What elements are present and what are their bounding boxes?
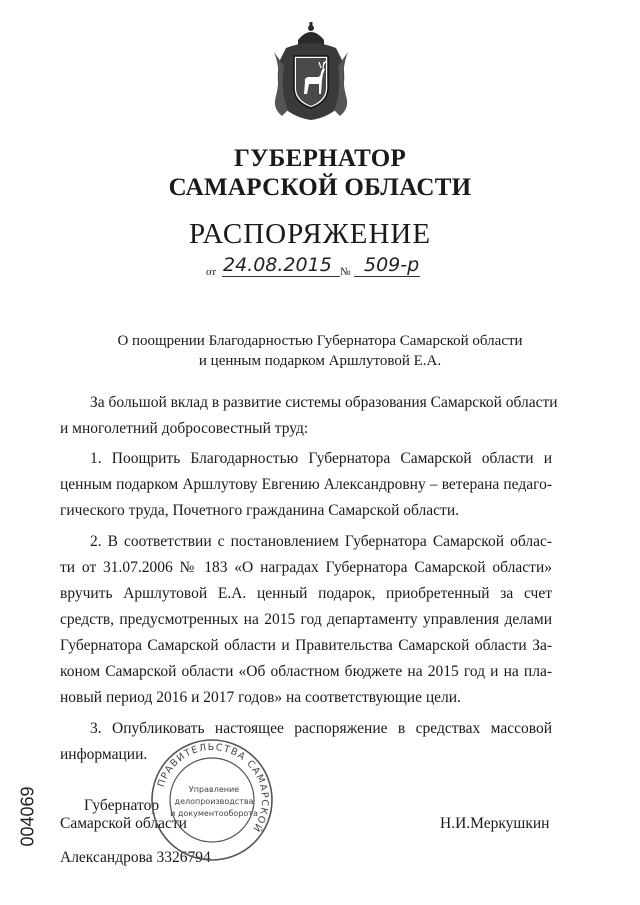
number-label: № (340, 266, 351, 278)
subject-line-2: и ценным подарком Аршлутовой Е.А. (198, 353, 442, 369)
item-2-line-3: вручить Аршлутовой Е.А. ценный подарок, приобретенный за счет (60, 585, 552, 602)
subject-line-1: О поощрении Благодарностью Губернатора Самарской области (117, 333, 523, 349)
handwritten-date: 24.08.2015 (223, 254, 332, 276)
issuer-title-line1: ГУБЕРНАТОР (233, 145, 407, 172)
item-2-line-1: 2. В соответствии с постановлением Губернатора Самарской облас- (90, 533, 552, 550)
item-1-line-1: 1. Поощрить Благодарностью Губернатора Самарской области и (90, 450, 552, 467)
item-2-line-7: новый период 2016 и 2017 годов» на соответствующие цели. (60, 689, 461, 706)
issuer-title-line2: САМАРСКОЙ ОБЛАСТИ (168, 174, 472, 201)
handwritten-number: 509-р (364, 254, 420, 276)
item-2-line-2: ти от 31.07.2006 № 183 «О наградах Губернатора Самарской области» (60, 559, 552, 576)
number-underline (354, 276, 420, 277)
item-3-line-2: информации. (60, 746, 148, 763)
intro-line-2: и многолетний добросовестный труд: (60, 420, 309, 437)
registration-number: 004069 (17, 786, 38, 847)
round-stamp (148, 736, 276, 864)
signer-title-line1: Губернатор (84, 797, 160, 814)
intro-line-1: За большой вклад в развитие системы образования Самарской области (90, 394, 558, 411)
item-2-line-5: Губернатора Самарской области и Правительства Самарской области За- (60, 637, 552, 654)
item-3-line-1: 3. Опубликовать настоящее распоряжение в средствах массовой (90, 720, 552, 737)
executor-line: Александрова 3326794 (60, 849, 211, 866)
item-1-line-3: гического труда, Почетного гражданина Самарской области. (60, 502, 459, 519)
coat-of-arms-emblem (268, 22, 354, 124)
item-1-line-2: ценным подарком Аршлутову Евгению Александровну – ветерана педаго- (60, 476, 552, 493)
stamp-ring-text: ПРАВИТЕЛЬСТВА САМАРСКОЙ (155, 741, 271, 835)
stamp-text-line1: Управление (188, 785, 240, 794)
date-underline (222, 276, 340, 277)
date-number-line (206, 254, 506, 280)
document-type-title: РАСПОРЯЖЕНИЕ (188, 218, 432, 250)
stamp-text-line2: делопроизводства (174, 797, 254, 806)
stamp-text-line3: и документооборота (170, 809, 258, 818)
item-2-line-6: коном Самарской области «Об областном бюджете на 2015 год и на пла- (60, 663, 552, 680)
signer-title-line2: Самарской области (60, 815, 187, 832)
date-prefix-label: от (206, 266, 217, 278)
signer-name: Н.И.Меркушкин (440, 815, 550, 832)
item-2-line-4: средств, предусмотренных на 2015 год департаменту управления делами (60, 611, 552, 628)
